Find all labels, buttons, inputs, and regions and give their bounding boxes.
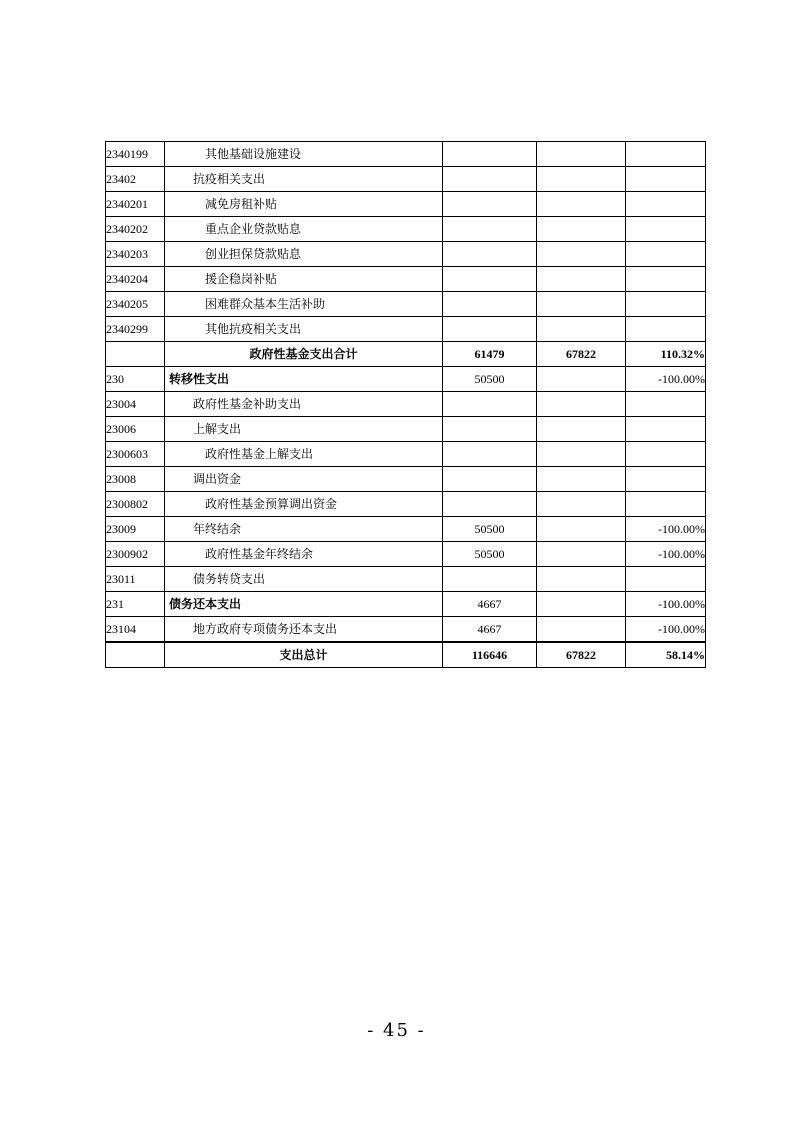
- value-previous: [443, 492, 537, 517]
- value-previous: 50500: [443, 517, 537, 542]
- table-body: [106, 142, 706, 668]
- table-row: [106, 217, 706, 242]
- item-code: 23004: [106, 392, 165, 417]
- table-row: [106, 492, 706, 517]
- table-row: [106, 142, 706, 167]
- table-row: [106, 617, 706, 643]
- value-previous: [443, 292, 537, 317]
- item-name: 政府性基金补助支出: [165, 392, 443, 417]
- percentage: [626, 167, 706, 192]
- table-row: [106, 192, 706, 217]
- item-name: 其他基础设施建设: [165, 142, 443, 167]
- value-previous: [443, 192, 537, 217]
- expenditure-table: [105, 141, 706, 668]
- item-name: 援企稳岗补贴: [165, 267, 443, 292]
- value-current: [537, 617, 626, 643]
- item-code: 2340205: [106, 292, 165, 317]
- value-current: [537, 492, 626, 517]
- table-row: [106, 317, 706, 342]
- table-row: [106, 392, 706, 417]
- value-previous: [443, 142, 537, 167]
- value-previous: [443, 242, 537, 267]
- percentage: [626, 442, 706, 467]
- total-label: 支出总计: [165, 642, 443, 668]
- percentage: [626, 317, 706, 342]
- percentage: [626, 242, 706, 267]
- item-code: 23011: [106, 567, 165, 592]
- value-previous: [443, 392, 537, 417]
- value-current: [537, 417, 626, 442]
- item-code: [106, 642, 165, 668]
- percentage: -100.00%: [626, 617, 706, 643]
- subtotal-label: 政府性基金支出合计: [165, 342, 443, 367]
- percentage: [626, 142, 706, 167]
- value-previous: [443, 267, 537, 292]
- table-row: [106, 467, 706, 492]
- value-previous: [443, 317, 537, 342]
- percentage: -100.00%: [626, 542, 706, 567]
- item-code: 2300603: [106, 442, 165, 467]
- value-previous: [443, 417, 537, 442]
- value-current: [537, 542, 626, 567]
- value-current: [537, 217, 626, 242]
- value-current: [537, 192, 626, 217]
- value-previous: 61479: [443, 342, 537, 367]
- value-previous: [443, 167, 537, 192]
- table-row: [106, 267, 706, 292]
- table-row: [106, 367, 706, 392]
- table-row: [106, 292, 706, 317]
- percentage: -100.00%: [626, 367, 706, 392]
- percentage: [626, 217, 706, 242]
- item-name: 政府性基金年终结余: [165, 542, 443, 567]
- item-name: 减免房租补贴: [165, 192, 443, 217]
- item-code: 23006: [106, 417, 165, 442]
- percentage: [626, 192, 706, 217]
- item-name: 债务转贷支出: [165, 567, 443, 592]
- item-name: 抗疫相关支出: [165, 167, 443, 192]
- subtotal-row: [106, 342, 706, 367]
- percentage: [626, 567, 706, 592]
- value-current: [537, 167, 626, 192]
- value-current: 67822: [537, 342, 626, 367]
- table-row: [106, 442, 706, 467]
- item-code: 2340204: [106, 267, 165, 292]
- table-row: [106, 592, 706, 617]
- percentage: [626, 292, 706, 317]
- item-code: 230: [106, 367, 165, 392]
- value-previous: 50500: [443, 542, 537, 567]
- value-previous: 116646: [443, 642, 537, 668]
- page-number: - 45 -: [367, 1020, 426, 1041]
- item-name: 年终结余: [165, 517, 443, 542]
- item-code: 2340202: [106, 217, 165, 242]
- percentage: -100.00%: [626, 592, 706, 617]
- item-name: 上解支出: [165, 417, 443, 442]
- item-code: 2300802: [106, 492, 165, 517]
- item-name: 创业担保贷款贴息: [165, 242, 443, 267]
- value-previous: [443, 567, 537, 592]
- table-row: [106, 567, 706, 592]
- percentage: 110.32%: [626, 342, 706, 367]
- percentage: [626, 467, 706, 492]
- value-current: [537, 317, 626, 342]
- value-previous: 4667: [443, 592, 537, 617]
- value-current: [537, 242, 626, 267]
- table-row: [106, 242, 706, 267]
- item-name: 地方政府专项债务还本支出: [165, 617, 443, 643]
- item-code: 23104: [106, 617, 165, 643]
- value-previous: [443, 442, 537, 467]
- item-code: 23402: [106, 167, 165, 192]
- item-code: 2300902: [106, 542, 165, 567]
- item-code: 2340299: [106, 317, 165, 342]
- item-name: 债务还本支出: [165, 592, 443, 617]
- value-previous: 50500: [443, 367, 537, 392]
- item-name: 重点企业贷款贴息: [165, 217, 443, 242]
- item-code: 231: [106, 592, 165, 617]
- value-current: [537, 442, 626, 467]
- value-current: [537, 567, 626, 592]
- total-row: [106, 642, 706, 668]
- value-current: [537, 592, 626, 617]
- percentage: [626, 492, 706, 517]
- percentage: -100.00%: [626, 517, 706, 542]
- value-current: [537, 367, 626, 392]
- value-current: [537, 292, 626, 317]
- percentage: [626, 267, 706, 292]
- value-current: [537, 142, 626, 167]
- value-current: [537, 392, 626, 417]
- item-code: 2340203: [106, 242, 165, 267]
- item-code: 2340199: [106, 142, 165, 167]
- table-row: [106, 542, 706, 567]
- item-code: 2340201: [106, 192, 165, 217]
- item-code: [106, 342, 165, 367]
- percentage: 58.14%: [626, 642, 706, 668]
- table-row: [106, 517, 706, 542]
- value-current: [537, 517, 626, 542]
- value-previous: [443, 467, 537, 492]
- item-name: 困难群众基本生活补助: [165, 292, 443, 317]
- value-current: [537, 467, 626, 492]
- item-name: 政府性基金预算调出资金: [165, 492, 443, 517]
- item-name: 政府性基金上解支出: [165, 442, 443, 467]
- item-code: 23008: [106, 467, 165, 492]
- table-row: [106, 417, 706, 442]
- value-previous: [443, 217, 537, 242]
- value-previous: 4667: [443, 617, 537, 643]
- item-code: 23009: [106, 517, 165, 542]
- item-name: 调出资金: [165, 467, 443, 492]
- table-row: [106, 167, 706, 192]
- item-name: 其他抗疫相关支出: [165, 317, 443, 342]
- item-name: 转移性支出: [165, 367, 443, 392]
- percentage: [626, 392, 706, 417]
- value-current: 67822: [537, 642, 626, 668]
- percentage: [626, 417, 706, 442]
- value-current: [537, 267, 626, 292]
